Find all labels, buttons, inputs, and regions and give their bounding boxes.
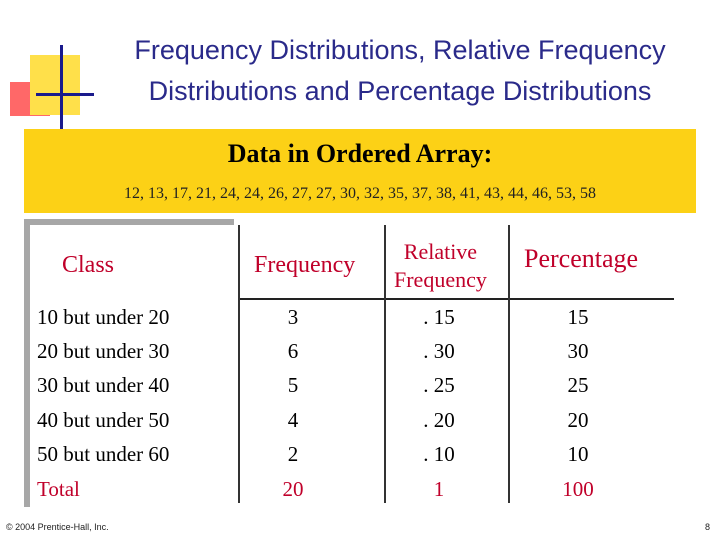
row-class: 20 but under 30 xyxy=(37,339,170,363)
total-label: Total xyxy=(37,477,80,501)
ordered-array-heading: Data in Ordered Array: xyxy=(227,139,493,168)
row-relative: . 15 xyxy=(423,305,455,329)
header-frequency: Frequency xyxy=(254,252,356,278)
row-percentage: 30 xyxy=(567,339,589,363)
table-top-bar xyxy=(24,219,234,225)
row-frequency: 4 xyxy=(287,408,299,432)
header-underline xyxy=(240,298,674,300)
row-class: 30 but under 40 xyxy=(37,373,170,397)
row-frequency: 5 xyxy=(287,373,299,397)
decor-yellow-square xyxy=(30,55,80,115)
header-relative-frequency xyxy=(394,238,487,294)
header-class: Class xyxy=(62,252,115,278)
row-percentage: 15 xyxy=(567,305,589,329)
total-relative: 1 xyxy=(433,477,445,501)
row-percentage: 25 xyxy=(567,373,589,397)
header-relative-line-1: Relative xyxy=(403,239,478,264)
row-frequency: 6 xyxy=(287,339,299,363)
row-relative: . 30 xyxy=(423,339,455,363)
table-row xyxy=(0,373,720,407)
row-relative: . 10 xyxy=(423,442,455,466)
row-relative: . 25 xyxy=(423,373,455,397)
row-frequency: 2 xyxy=(287,442,299,466)
row-relative: . 20 xyxy=(423,408,455,432)
table-row xyxy=(0,408,720,442)
decor-horizontal-line xyxy=(36,93,94,96)
total-percentage: 100 xyxy=(562,477,594,501)
row-class: 10 but under 20 xyxy=(37,305,170,329)
row-percentage: 10 xyxy=(567,442,589,466)
table-total-row xyxy=(0,477,720,511)
table-row xyxy=(0,442,720,476)
table-row xyxy=(0,305,720,339)
table-row xyxy=(0,339,720,373)
row-class: 40 but under 50 xyxy=(37,408,170,432)
title-line-1: Frequency Distributions, Relative Frequency xyxy=(134,35,666,65)
row-class: 50 but under 60 xyxy=(37,442,170,466)
total-frequency: 20 xyxy=(282,477,304,501)
ordered-array-values: 12, 13, 17, 21, 24, 24, 26, 27, 27, 30, 32, 35, 37, 38, 41, 43, 44, 46, 53, 58 xyxy=(124,185,596,202)
copyright-footer: © 2004 Prentice-Hall, Inc. xyxy=(6,522,109,532)
slide-title xyxy=(95,30,705,112)
header-percentage: Percentage xyxy=(524,244,639,273)
title-line-2: Distributions and Percentage Distributions xyxy=(148,76,652,106)
row-percentage: 20 xyxy=(567,408,589,432)
row-frequency: 3 xyxy=(287,305,299,329)
ordered-array-band xyxy=(24,129,696,213)
decor-vertical-line xyxy=(60,45,63,133)
header-relative-line-2: Frequency xyxy=(394,267,487,292)
page-number: 8 xyxy=(704,522,710,532)
